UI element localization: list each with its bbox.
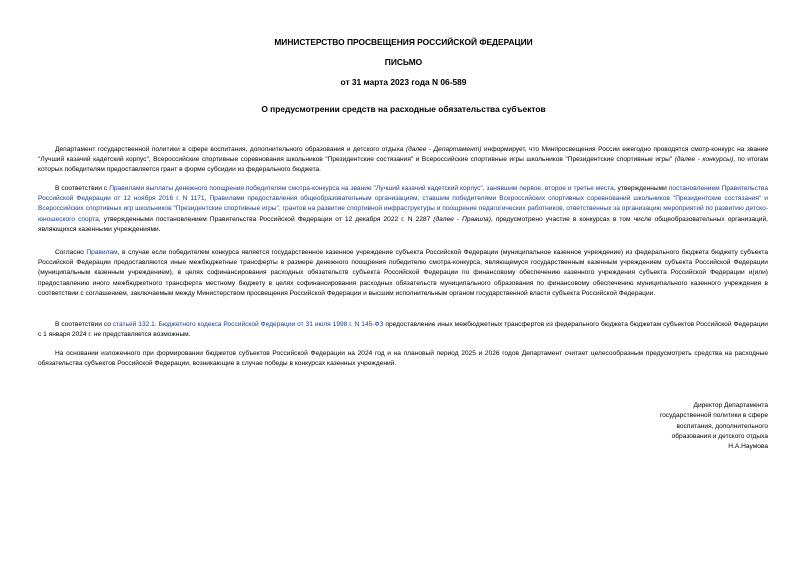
- text: , по итогам которых победителям предоставляется грант в форме субсидии из федерального бюджета.: [38, 156, 768, 174]
- text: На основании изложенного при формировании бюджетов субъектов Российской Федерации на 2024 год и на плановый период 2025 и 2026 годов Департамент считает целесообразным предусмотреть средства на расходные обязательства субъектов Российской Федерации, возникающие в случае победы в конкурсах казенных учреждений.: [38, 350, 768, 368]
- signatory-name: Н.А.Наумова: [728, 443, 768, 451]
- emphasis-text: (далее - конкурсы): [674, 156, 734, 164]
- signature-line: государственной политики в сфере: [659, 412, 768, 420]
- paragraph-4: [38, 320, 768, 340]
- signature-line: воспитания, дополнительного: [676, 422, 768, 430]
- link-rules-cadet-corps[interactable]: Правилами выплаты денежного поощрения победителям смотра-конкурса на звание "Лучший казачий кадетский корпус", занявшим первое, второе и третье места: [109, 185, 614, 192]
- document-date: от 31 марта 2023 года N 06-589: [340, 77, 467, 87]
- link-rules-grants[interactable]: Правилами предоставления общеобразовательным организациям, ставшим победителями Всероссийских спортивных соревнований школьников "Президентские состязания" и Всероссийских спортивных игр школьников "Президентские спортивные игры", грантов на развитие спортивной инфраструктуры и поощрение педагогических работников, ответственных за организацию мероприятий по развитию детско-юношеского спорта: [38, 195, 768, 223]
- signature-line: Директор Департамента: [693, 402, 768, 409]
- text: В соответствии со: [55, 321, 113, 328]
- paragraph-1: [38, 145, 768, 176]
- text: Департамент государственной политики в сфере воспитания, дополнительного образования и детского отдыха: [55, 146, 406, 153]
- text: Согласно: [55, 249, 87, 256]
- text: , утвержденными: [613, 185, 669, 192]
- text: ,: [204, 195, 210, 203]
- text: , предусмотрено участие в конкурсах в том числе общеобразовательных организаций, являющихся казенными учреждениями.: [38, 215, 768, 233]
- link-rules[interactable]: Правилам: [86, 249, 118, 256]
- ministry-name: МИНИСТЕРСТВО ПРОСВЕЩЕНИЯ РОССИЙСКОЙ ФЕДЕРАЦИИ: [274, 37, 533, 47]
- paragraph-2: [38, 184, 768, 235]
- signature-line: образования и детского отдыха: [671, 432, 768, 440]
- text: предоставление иных межбюджетных трансфертов из федерального бюджета бюджетам субъектов Российской Федерации с 1 января 2024 г. не представляется возможным.: [38, 321, 768, 339]
- document-title: О предусмотрении средств на расходные обязательства субъектов: [261, 104, 546, 114]
- text: , в случае если победителем конкурса является государственное казенное учреждение субъекта Российской Федерации (муниципальное казенное учреждение) из федерального бюджета бюджету субъекта Российской Федерации предоставляются иные межбюджетные трансферты в размере денежного поощрения победителю смотра-конкурса, являющемуся государственным казенным учреждением субъекта Российской Федерации (муниципальным казенным учреждением), в целях софинансирования расходных обязательств субъекта Российской Федерации по финансовому обеспечению казенного учреждения субъекта Российской Федерации и(или) предоставлению иного межбюджетного трансферта местному бюджету в целях софинансирования расходных обязательств муниципального образования по финансовому обеспечению муниципального казенного учреждения в соответствии с соглашением, заключаемым между Министерством просвещения Российской Федерации и высшим исполнительным органом государственной власти субъекта Российской Федерации.: [38, 249, 768, 297]
- document-type: ПИСЬМО: [384, 57, 423, 67]
- link-budget-code-article[interactable]: статьей 132.1. Бюджетного кодекса Российской Федерации от 31 июля 1998 г. N 145-ФЗ: [112, 321, 384, 328]
- paragraph-5: [38, 349, 768, 369]
- text: , утвержденными постановлением Правительства Российской Федерации от 12 декабря 2022 г. N 2287: [98, 215, 434, 223]
- signature-block: [568, 401, 768, 452]
- text: информирует, что Минпросвещения России ежегодно проводятся смотр-конкурс на звание "Лучший казачий кадетский корпус", Всероссийские спортивные соревнования школьников "Президентские состязания" и Всероссийские спортивные игры школьников "Президентские спортивные игры": [38, 146, 769, 164]
- link-resolution-1171[interactable]: постановлением Правительства Российской Федерации от 12 ноября 2016 г. N 1171: [38, 185, 768, 203]
- paragraph-3: [38, 248, 768, 299]
- text: В соответствии с: [55, 185, 110, 192]
- emphasis-text: (далее - Правила): [433, 215, 491, 223]
- emphasis-text: (далее - Департамент): [405, 146, 482, 153]
